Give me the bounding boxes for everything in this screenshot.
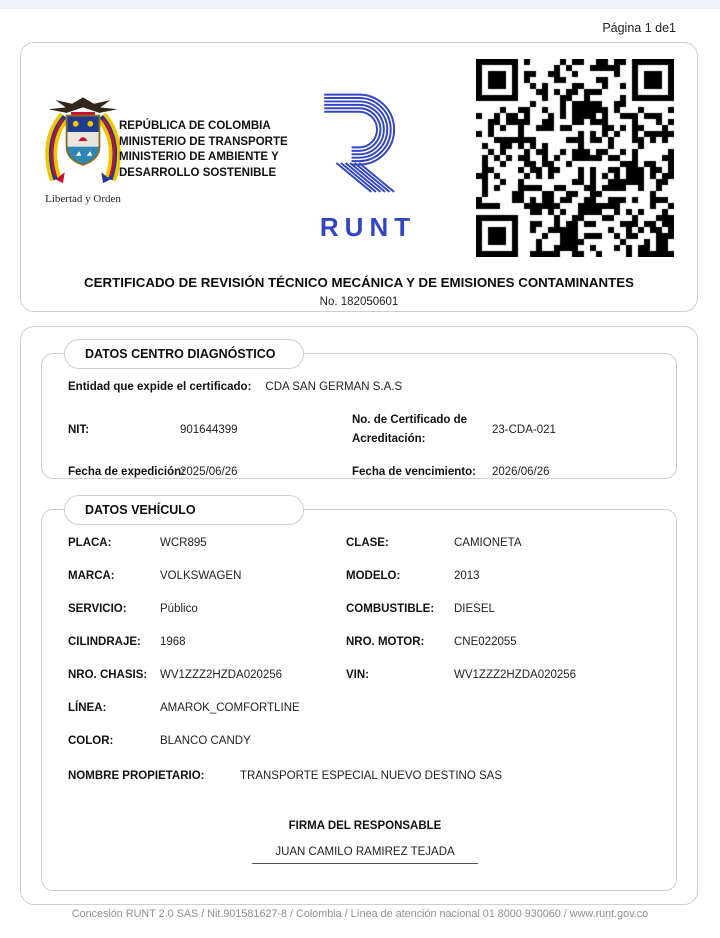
modelo-value: 2013 bbox=[454, 570, 480, 582]
field-row-color bbox=[68, 732, 662, 751]
color-label: COLOR: bbox=[68, 735, 114, 747]
certificate-number: No. 182050601 bbox=[319, 296, 399, 308]
entidad-label: Entidad que expide el certificado: bbox=[68, 381, 252, 393]
footer-text: Concesión RUNT 2.0 SAS / Nit.901581627-8 / Colombia / Línea de atención nacional 01 8000 930060 / www.runt.gov.co bbox=[71, 908, 649, 920]
modelo-label: MODELO: bbox=[346, 570, 401, 582]
color-value: BLANCO CANDY bbox=[160, 735, 251, 747]
field-row-cilindraje-motor bbox=[68, 633, 662, 652]
top-strip bbox=[0, 0, 720, 9]
runt-logo-text: RUNT bbox=[319, 212, 417, 242]
certificate-header bbox=[20, 42, 698, 312]
placa-value: WCR895 bbox=[160, 537, 207, 549]
field-row-entidad bbox=[68, 378, 662, 397]
propietario-label: NOMBRE PROPIETARIO: bbox=[68, 770, 205, 782]
expedicion-label: Fecha de expedición: bbox=[68, 466, 185, 478]
vin-label: VIN: bbox=[346, 669, 369, 681]
propietario-value: TRANSPORTE ESPECIAL NUEVO DESTINO SAS bbox=[240, 770, 503, 782]
chasis-value: WV1ZZZ2HZDA020256 bbox=[160, 669, 283, 681]
clase-value: CAMIONETA bbox=[454, 537, 522, 549]
linea-label: LÍNEA: bbox=[68, 702, 107, 714]
signature-block bbox=[68, 820, 662, 864]
page-number-label: Página 1 de1 bbox=[602, 21, 676, 35]
field-row-fechas bbox=[68, 463, 662, 482]
entidad-value: CDA SAN GERMAN S.A.S bbox=[265, 381, 403, 393]
certificate-title: CERTIFICADO DE REVISIÓN TÉCNICO MECÁNICA Y DE EMISIONES CONTAMINANTES bbox=[84, 275, 634, 290]
field-row-chasis-vin bbox=[68, 666, 662, 685]
combustible-label: COMBUSTIBLE: bbox=[346, 603, 435, 615]
marca-value: VOLKSWAGEN bbox=[160, 570, 242, 582]
vin-value: WV1ZZZ2HZDA020256 bbox=[454, 669, 577, 681]
certificate-body bbox=[20, 326, 698, 905]
clase-label: CLASE: bbox=[346, 537, 389, 549]
expedicion-value: 2025/06/26 bbox=[180, 466, 238, 478]
field-row-linea bbox=[68, 699, 662, 718]
nit-value: 901644399 bbox=[180, 423, 238, 436]
field-row-propietario bbox=[68, 767, 662, 786]
cilindraje-value: 1968 bbox=[160, 636, 186, 648]
section-heading-centro: DATOS CENTRO DIAGNÓSTICO bbox=[64, 339, 304, 369]
combustible-value: DIESEL bbox=[454, 603, 495, 615]
servicio-value: Público bbox=[160, 603, 198, 615]
section-heading-vehiculo: DATOS VEHÍCULO bbox=[64, 495, 304, 525]
acreditacion-label: No. de Certificado de Acreditación: bbox=[352, 414, 468, 445]
ministry-text-block bbox=[119, 119, 288, 181]
runt-logo-icon bbox=[305, 87, 427, 201]
qr-code-icon bbox=[476, 59, 674, 257]
motor-label: NRO. MOTOR: bbox=[346, 636, 425, 648]
cilindraje-label: CILINDRAJE: bbox=[68, 636, 141, 648]
linea-value: AMAROK_COMFORTLINE bbox=[160, 702, 300, 714]
vencimiento-value: 2026/06/26 bbox=[492, 466, 550, 478]
section-centro-diagnostico bbox=[41, 347, 677, 479]
marca-label: MARCA: bbox=[68, 570, 115, 582]
signature-name: JUAN CAMILO RAMIREZ TEJADA bbox=[275, 846, 455, 858]
nit-label: NIT: bbox=[68, 423, 90, 436]
field-row-marca-modelo bbox=[68, 567, 662, 586]
motor-value: CNE022055 bbox=[454, 636, 517, 648]
signature-title: FIRMA DEL RESPONSABLE bbox=[288, 820, 442, 832]
field-row-nit-acreditacion bbox=[68, 411, 662, 449]
runt-logo bbox=[304, 87, 428, 243]
section-vehiculo bbox=[41, 503, 677, 891]
motto-text: Libertad y Orden bbox=[45, 193, 121, 205]
colombia-coat-of-arms bbox=[33, 95, 133, 205]
colombia-coat-of-arms-icon bbox=[41, 95, 125, 191]
ministry-line: MINISTERIO DE TRANSPORTE bbox=[119, 135, 288, 148]
field-row-servicio-combustible bbox=[68, 600, 662, 619]
ministry-line: DESARROLLO SOSTENIBLE bbox=[119, 166, 277, 179]
placa-label: PLACA: bbox=[68, 537, 112, 549]
chasis-label: NRO. CHASIS: bbox=[68, 669, 148, 681]
ministry-line: MINISTERIO DE AMBIENTE Y bbox=[119, 151, 279, 163]
signature-line bbox=[252, 863, 478, 864]
ministry-line: REPÚBLICA DE COLOMBIA bbox=[119, 120, 271, 132]
acreditacion-value: 23-CDA-021 bbox=[492, 423, 556, 436]
vencimiento-label: Fecha de vencimiento: bbox=[352, 466, 476, 478]
servicio-label: SERVICIO: bbox=[68, 603, 127, 615]
field-row-placa-clase bbox=[68, 534, 662, 553]
